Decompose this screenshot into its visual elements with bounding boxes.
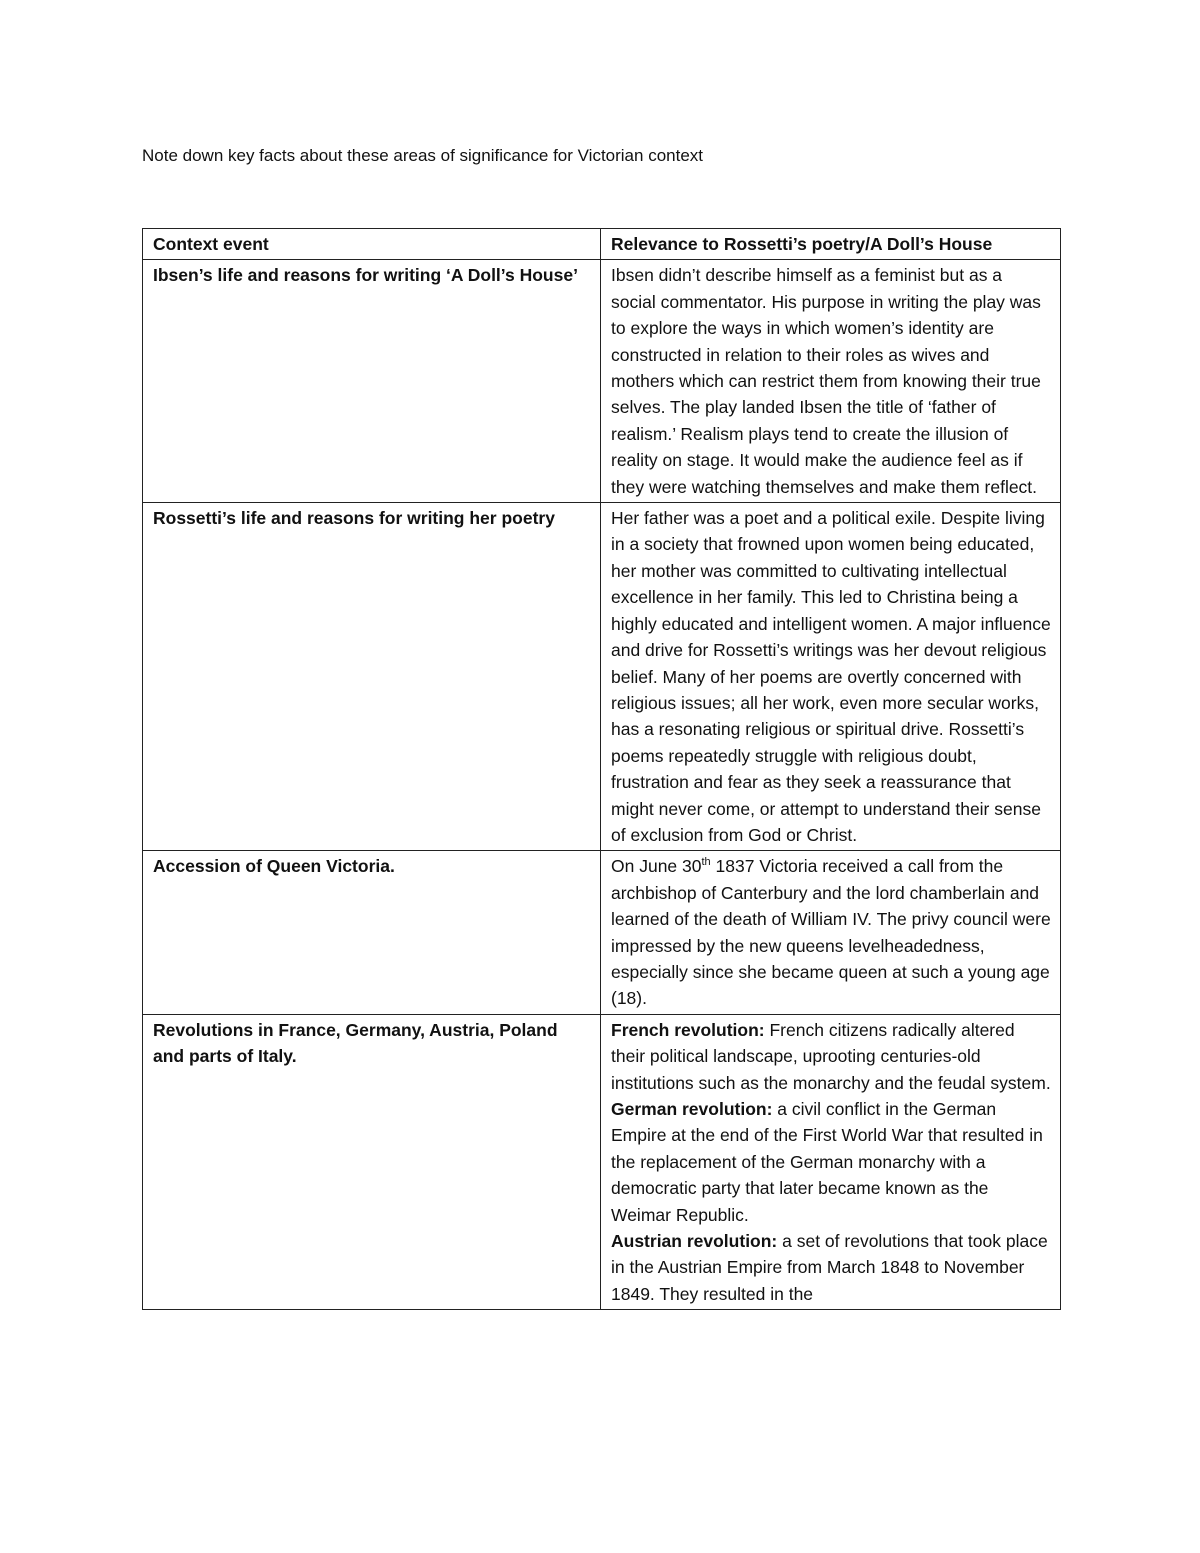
instruction-text: Note down key facts about these areas of significance for Victorian context: [142, 146, 703, 165]
relevance-text: 1837 Victoria received a call from the archbishop of Canterbury and the lord chamberlain and learned of the death of William IV. The privy council were impressed by the new queens levelheadedness, especially since she became queen at such a young age (18).: [611, 856, 1051, 1009]
revolution-label: French revolution:: [611, 1019, 765, 1040]
revolution-entry-french: [611, 1017, 1051, 1096]
event-cell: Ibsen’s life and reasons for writing ‘A Doll’s House’: [143, 260, 601, 503]
relevance-cell: Her father was a poet and a political exile. Despite living in a society that frowned upon women being educated, her mother was committed to cultivating intellectual excellence in her family. This led to Christina being a highly educated and intelligent women. A major influence and drive for Rossetti’s writings was her devout religious belief. Many of her poems are overtly concerned with religious issues; all her work, even more secular works, has a resonating religious or spiritual drive. Rossetti’s poems repeatedly struggle with religious doubt, frustration and fear as they seek a reassurance that might never come, or attempt to understand their sense of exclusion from God or Christ.: [601, 503, 1061, 851]
table-header-row: [143, 229, 1061, 260]
event-cell: Revolutions in France, Germany, Austria, Poland and parts of Italy.: [143, 1014, 601, 1309]
relevance-text: On June 30: [611, 856, 702, 877]
event-cell: Rossetti’s life and reasons for writing her poetry: [143, 503, 601, 851]
table-row: [143, 851, 1061, 1014]
table-row: [143, 503, 1061, 851]
relevance-cell: [601, 851, 1061, 1014]
revolution-text: a set of revolutions that took place in the Austrian Empire from March 1848 to November 1849. They resulted in the: [611, 1231, 1048, 1304]
context-table: [142, 228, 1061, 1310]
revolution-label: Austrian revolution:: [611, 1231, 778, 1252]
revolution-text: a civil conflict in the German Empire at the end of the First World War that resulted in the replacement of the German monarchy with a democratic party that later became known as the Weimar Republic.: [611, 1099, 1043, 1225]
revolution-label: German revolution:: [611, 1099, 773, 1119]
event-cell: Accession of Queen Victoria.: [143, 851, 601, 1014]
revolution-entry-austrian: [611, 1228, 1051, 1307]
revolution-text: French citizens radically altered their political landscape, uprooting centuries-old institutions such as the monarchy and the feudal system.: [611, 1019, 1051, 1093]
revolution-entry-german: [611, 1096, 1051, 1228]
ordinal-suffix: th: [701, 856, 711, 869]
header-relevance: Relevance to Rossetti’s poetry/A Doll’s House: [601, 229, 1061, 260]
relevance-cell: [601, 1014, 1061, 1309]
table-row: [143, 260, 1061, 503]
header-context-event: Context event: [143, 229, 601, 260]
relevance-cell: Ibsen didn’t describe himself as a feminist but as a social commentator. His purpose in writing the play was to explore the ways in which women’s identity are constructed in relation to their roles as wives and mothers which can restrict them from knowing their true selves. The play landed Ibsen the title of ‘father of realism.’ Realism plays tend to create the illusion of reality on stage. It would make the audience feel as if they were watching themselves and make them reflect.: [601, 260, 1061, 503]
table-row: [143, 1014, 1061, 1309]
